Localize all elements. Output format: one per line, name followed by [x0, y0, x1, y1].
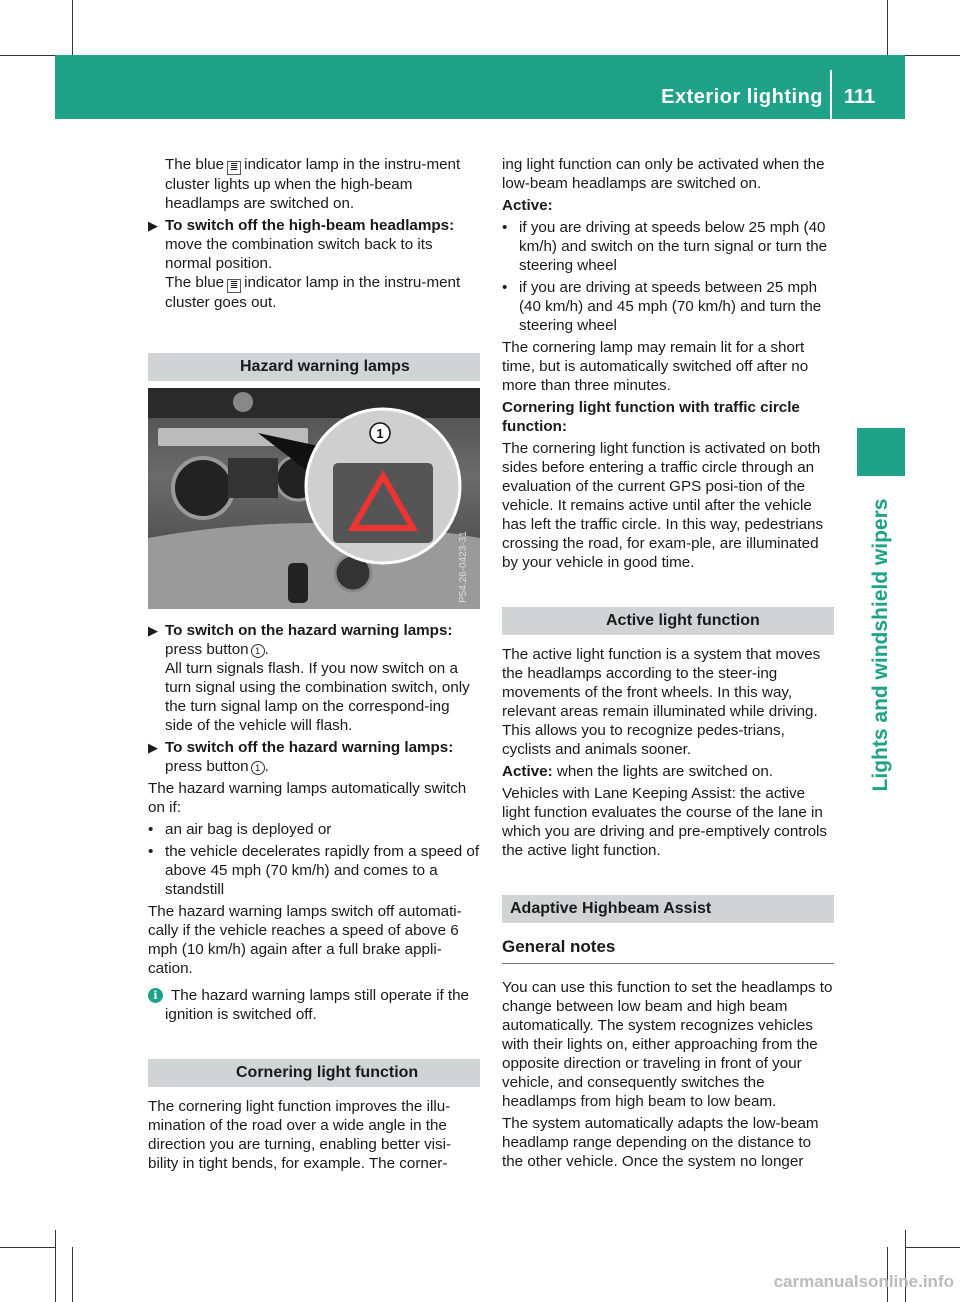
- list-item: • an air bag is deployed or: [148, 821, 332, 838]
- paragraph: The hazard warning lamps switch off automati-cally if the vehicle reaches a speed of above 6 mph (10 km/h) again after a full brake appli-cation.: [148, 903, 462, 977]
- paragraph: press button 1 .: [165, 641, 269, 658]
- section-heading-active-light: Active light function: [502, 607, 834, 635]
- crop-mark: [0, 55, 55, 56]
- paragraph: ing light function can only be activated when the low-beam headlamps are switched on.: [502, 156, 825, 192]
- image-code: P54.26-0423-31: [458, 531, 469, 603]
- crop-mark: [905, 1247, 960, 1248]
- label: Cornering light function with traffic circle function:: [502, 399, 800, 435]
- crop-mark: [0, 1247, 55, 1248]
- crop-mark: [905, 55, 960, 56]
- arrow-right-icon: ▶: [148, 740, 158, 755]
- header-separator: [830, 70, 832, 120]
- hazard-switch-illustration: [148, 388, 480, 609]
- list-item: • the vehicle decelerates rapidly from a speed of above 45 mph (70 km/h) and comes to a standstill: [148, 843, 480, 898]
- right-column: [502, 155, 834, 1174]
- list-item: • if you are driving at speeds below 25 mph (40 km/h) and switch on the turn signal or turn the steering wheel: [502, 219, 828, 274]
- list-item: • if you are driving at speeds between 25 mph (40 km/h) and 45 mph (70 km/h) and turn the steering wheel: [502, 279, 822, 334]
- chapter-tab: [857, 428, 905, 476]
- paragraph: You can use this function to set the headlamps to change between low beam and high beam automatically. The system recognizes vehicles with their lights on, either approaching from the opposite direction or traveling in front of your vehicle, and consequently switches the headlamps from high beam to low beam.: [502, 979, 833, 1110]
- section-heading-cornering: Cornering light function: [148, 1059, 480, 1087]
- paragraph: The hazard warning lamps automatically switch on if:: [148, 780, 467, 816]
- arrow-right-icon: ▶: [148, 623, 158, 638]
- label: Active:: [502, 197, 553, 214]
- left-column: [148, 155, 480, 1176]
- page-number: 111: [844, 86, 876, 108]
- chapter-label: [857, 480, 905, 810]
- section-heading-hazard: Hazard warning lamps: [148, 353, 480, 381]
- paragraph: move the combination switch back to its normal position.: [165, 236, 433, 272]
- high-beam-indicator-icon: ≣: [227, 279, 241, 293]
- divider: [502, 963, 834, 964]
- page-title: Exterior lighting: [661, 86, 823, 108]
- crop-mark: [72, 1247, 73, 1302]
- hazard-switch-image: [148, 388, 480, 609]
- arrow-right-icon: ▶: [148, 218, 158, 233]
- high-beam-indicator-icon: ≣: [227, 161, 241, 175]
- paragraph: Active: when the lights are switched on.: [502, 763, 774, 780]
- crop-mark: [55, 1230, 56, 1302]
- chapter-label-text: Lights and windshield wipers: [869, 498, 892, 792]
- callout-1-icon: 1: [251, 644, 265, 658]
- instruction-step: ▶ To switch on the hazard warning lamps:: [148, 622, 453, 639]
- crop-mark: [72, 0, 73, 55]
- paragraph: The cornering light function improves the illu-mination of the road over a wide angle in the direction you are turning, enabling better visi-bility in tight bends, for example. The corner-: [148, 1098, 452, 1172]
- section-heading-ahb: Adaptive Highbeam Assist: [502, 895, 834, 923]
- paragraph: The system automatically adapts the low-beam headlamp range depending on the distance to the other vehicle. Once the system no longer: [502, 1115, 819, 1170]
- paragraph: press button 1 .: [165, 758, 269, 775]
- info-note: i The hazard warning lamps still operate if the ignition is switched off.: [148, 986, 480, 1024]
- callout-number: 1: [376, 426, 384, 441]
- callout-1-icon: 1: [251, 761, 265, 775]
- paragraph: The blue ≣ indicator lamp in the instru-ment cluster goes out.: [165, 274, 461, 311]
- paragraph: The active light function is a system that moves the headlamps according to the steer-ing movements of the front wheels. In this way, relevant areas remain illuminated while driving. This allows you to recognize pedes-trians, cyclists and animals sooner.: [502, 646, 821, 758]
- paragraph: All turn signals flash. If you now switch on a turn signal using the combination switch, only the turn signal lamp on the correspond-ing side of the vehicle will flash.: [165, 660, 470, 734]
- info-icon: i: [148, 988, 163, 1003]
- paragraph: The blue ≣ indicator lamp in the instru-ment cluster lights up when the high-beam headlamps are switched on.: [165, 156, 461, 212]
- instruction-step: ▶ To switch off the high-beam headlamps:: [148, 217, 455, 234]
- paragraph: The cornering lamp may remain lit for a short time, but is automatically switched off after no more than three minutes.: [502, 339, 809, 394]
- paragraph: Vehicles with Lane Keeping Assist: the active light function evaluates the course of the lane in which you are driving and pre-emptively controls the active light function.: [502, 785, 827, 859]
- watermark: carmanualsonline.info: [773, 1272, 954, 1291]
- instruction-step: ▶ To switch off the hazard warning lamps:: [148, 739, 454, 756]
- crop-mark: [887, 0, 888, 55]
- paragraph: The cornering light function is activated on both sides before entering a traffic circle through an evaluation of the current GPS posi-tion of the vehicle. It remains active until after the vehicle has left the traffic circle. In this way, pedestrians crossing the road, for exam-ple, are illuminated by your vehicle in good time.: [502, 440, 824, 571]
- subheading: General notes: [502, 937, 616, 956]
